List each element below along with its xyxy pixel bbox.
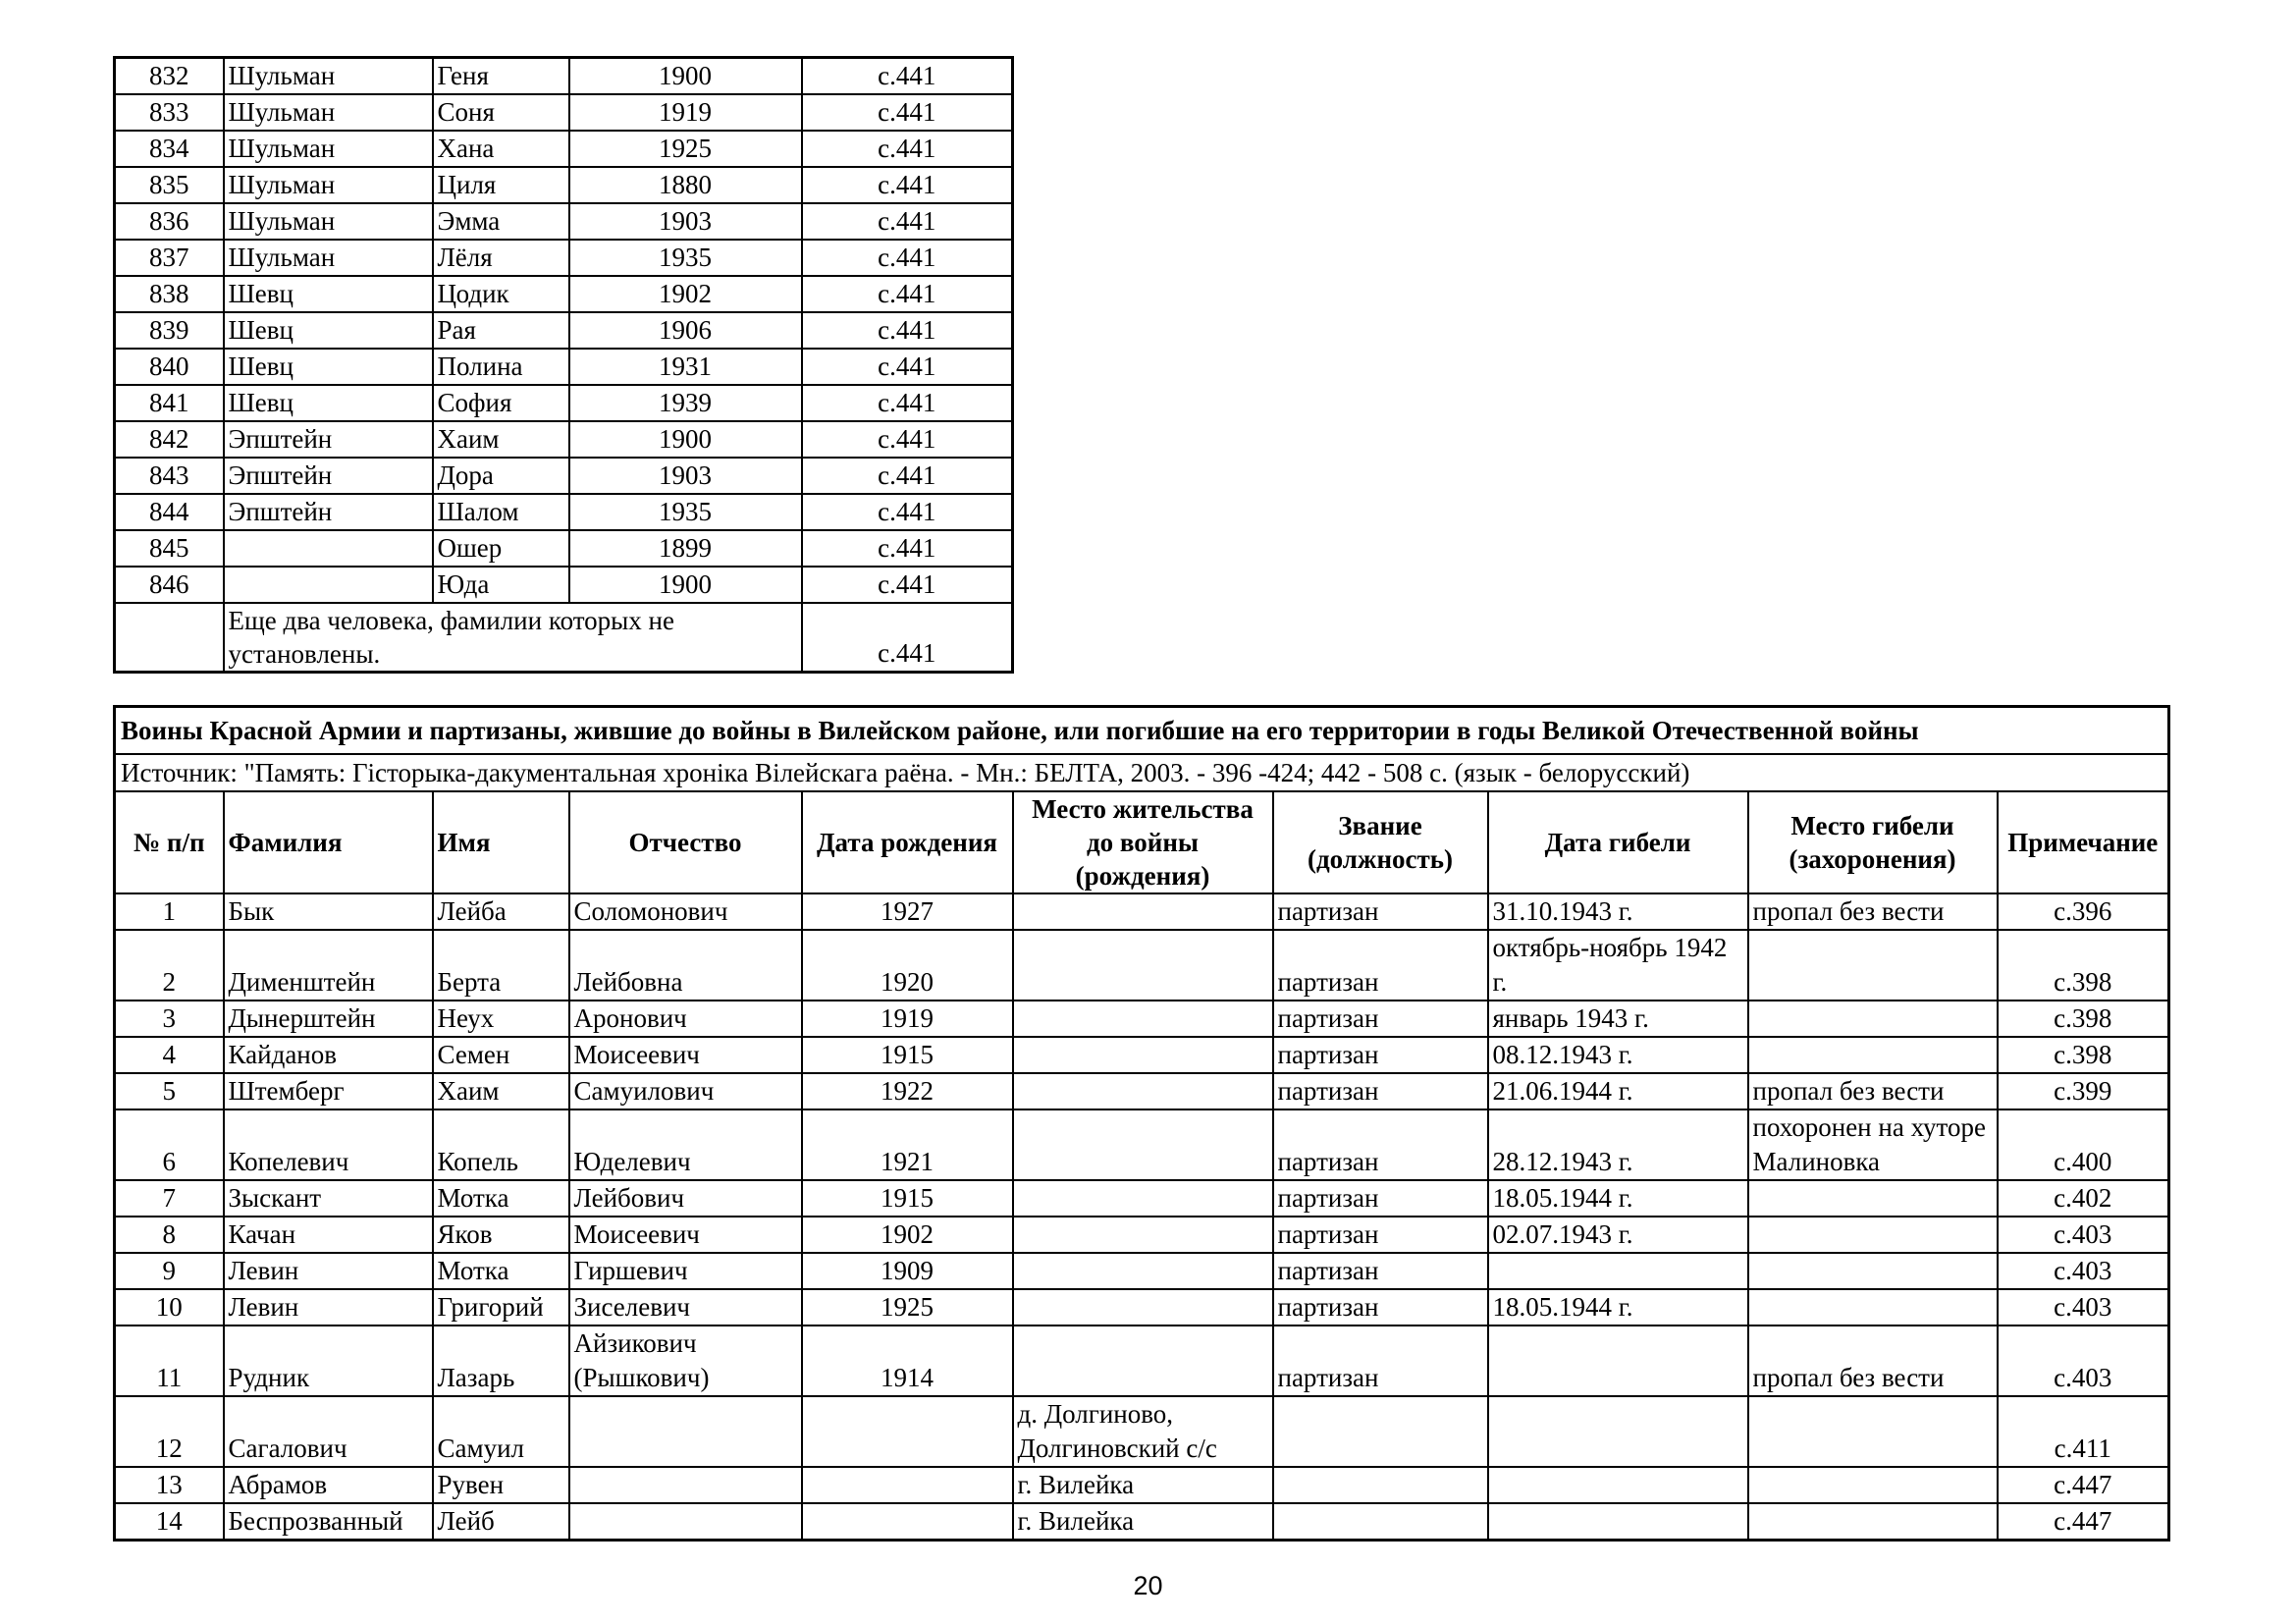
cell-page-ref: с.441 <box>802 240 1013 276</box>
table-row <box>115 1503 2169 1541</box>
cell-birth-year: 1935 <box>569 240 802 276</box>
cell-residence <box>1013 930 1273 1001</box>
table-row <box>115 1073 2169 1109</box>
cell-death-place <box>1748 1289 1998 1325</box>
cell-name: Цодик <box>433 276 569 312</box>
cell-surname: Шевц <box>224 349 433 385</box>
cell-death-date: 28.12.1943 г. <box>1488 1109 1748 1180</box>
table-row <box>115 421 1013 458</box>
cell-birth-date: 1925 <box>802 1289 1013 1325</box>
cell-birth-year: 1931 <box>569 349 802 385</box>
cell-patronymic: Соломонович <box>569 893 802 930</box>
table-row <box>115 494 1013 530</box>
cell-number: 12 <box>115 1396 224 1467</box>
table-row <box>115 1001 2169 1037</box>
cell-birth-year: 1906 <box>569 312 802 349</box>
cell-name: Геня <box>433 58 569 95</box>
table-row <box>115 312 1013 349</box>
cell-residence <box>1013 1253 1273 1289</box>
header-patronymic: Отчество <box>569 791 802 893</box>
cell-name: Копель <box>433 1109 569 1180</box>
cell-number: 844 <box>115 494 224 530</box>
cell-surname: Сагалович <box>224 1396 433 1467</box>
cell-death-place <box>1748 1180 1998 1217</box>
cell-note: с.411 <box>1998 1396 2169 1467</box>
cell-surname: Шульман <box>224 94 433 131</box>
cell-rank: партизан <box>1273 1109 1488 1180</box>
cell-name: Полина <box>433 349 569 385</box>
cell-surname: Эпштейн <box>224 421 433 458</box>
header-number: № п/п <box>115 791 224 893</box>
cell-page-ref: с.441 <box>802 385 1013 421</box>
cell-surname: Шевц <box>224 385 433 421</box>
cell-death-place: пропал без вести <box>1748 893 1998 930</box>
table-row <box>115 930 2169 1001</box>
cell-name: Мотка <box>433 1253 569 1289</box>
cell-patronymic: Гиршевич <box>569 1253 802 1289</box>
cell-name: Лейба <box>433 893 569 930</box>
cell-name: Рувен <box>433 1467 569 1503</box>
cell-birth-year: 1900 <box>569 58 802 95</box>
cell-patronymic: Лейбович <box>569 1180 802 1217</box>
cell-name: Хаим <box>433 421 569 458</box>
cell-death-date <box>1488 1396 1748 1467</box>
cell-page-ref: с.441 <box>802 458 1013 494</box>
cell-residence <box>1013 1037 1273 1073</box>
source-citation: Источник: "Память: Гісторыка-дакументальная хроніка Вілейскага раёна. - Мн.: БЕЛТА, 2003. - 396 -424; 442 - 508 с. (язык - белорусский) <box>115 754 2169 791</box>
cell-birth-year: 1902 <box>569 276 802 312</box>
cell-birth-date: 1909 <box>802 1253 1013 1289</box>
cell-death-place <box>1748 1253 1998 1289</box>
cell-surname: Качан <box>224 1217 433 1253</box>
cell-name: Лейб <box>433 1503 569 1541</box>
table-row <box>115 1396 2169 1467</box>
cell-death-place: пропал без вести <box>1748 1073 1998 1109</box>
header-surname: Фамилия <box>224 791 433 893</box>
cell-page-ref: с.441 <box>802 276 1013 312</box>
unidentified-note: Еще два человека, фамилии которых не установлены. <box>224 603 802 673</box>
cell-rank: партизан <box>1273 1289 1488 1325</box>
source-row <box>115 754 2169 791</box>
cell-note: с.403 <box>1998 1253 2169 1289</box>
cell-page-ref: с.441 <box>802 603 1013 673</box>
cell-page-ref: с.441 <box>802 167 1013 203</box>
cell-number: 837 <box>115 240 224 276</box>
cell-death-place: пропал без вести <box>1748 1325 1998 1396</box>
cell-patronymic: Зиселевич <box>569 1289 802 1325</box>
soldiers-partisans-body <box>115 893 2169 1541</box>
header-name: Имя <box>433 791 569 893</box>
cell-name: Хаим <box>433 1073 569 1109</box>
cell-birth-year: 1919 <box>569 94 802 131</box>
cell-number: 846 <box>115 567 224 603</box>
cell-death-place <box>1748 930 1998 1001</box>
cell-surname: Копелевич <box>224 1109 433 1180</box>
cell-residence <box>1013 893 1273 930</box>
cell-death-date: октябрь-ноябрь 1942 г. <box>1488 930 1748 1001</box>
cell-death-date: 18.05.1944 г. <box>1488 1180 1748 1217</box>
cell-number: 838 <box>115 276 224 312</box>
page-number: 20 <box>1133 1571 1163 1600</box>
cell-note: с.447 <box>1998 1467 2169 1503</box>
cell-patronymic: Моисеевич <box>569 1217 802 1253</box>
table-row <box>115 530 1013 567</box>
cell-page-ref: с.441 <box>802 349 1013 385</box>
cell-number: 832 <box>115 58 224 95</box>
cell-surname: Шульман <box>224 131 433 167</box>
cell-residence <box>1013 1073 1273 1109</box>
cell-surname: Шульман <box>224 58 433 95</box>
table-row <box>115 1467 2169 1503</box>
cell-birth-year: 1899 <box>569 530 802 567</box>
cell-residence <box>1013 1217 1273 1253</box>
cell-patronymic: Лейбовна <box>569 930 802 1001</box>
cell-birth-date <box>802 1503 1013 1541</box>
cell-surname: Шульман <box>224 203 433 240</box>
cell-page-ref: с.441 <box>802 494 1013 530</box>
cell-death-place <box>1748 1037 1998 1073</box>
cell-death-place <box>1748 1001 1998 1037</box>
cell-page-ref: с.441 <box>802 421 1013 458</box>
table-row <box>115 458 1013 494</box>
cell-note: с.403 <box>1998 1325 2169 1396</box>
cell-surname: Эпштейн <box>224 494 433 530</box>
cell-patronymic: Моисеевич <box>569 1037 802 1073</box>
cell-rank <box>1273 1503 1488 1541</box>
cell-death-place <box>1748 1503 1998 1541</box>
cell-surname: Левин <box>224 1289 433 1325</box>
cell-rank <box>1273 1396 1488 1467</box>
table-row <box>115 167 1013 203</box>
cell-death-place <box>1748 1467 1998 1503</box>
table-row <box>115 893 2169 930</box>
cell-death-date <box>1488 1503 1748 1541</box>
cell-number: 2 <box>115 930 224 1001</box>
header-rank: Звание (должность) <box>1273 791 1488 893</box>
cell-patronymic: Самуилович <box>569 1073 802 1109</box>
cell-birth-year: 1900 <box>569 567 802 603</box>
cell-surname: Дименштейн <box>224 930 433 1001</box>
cell-birth-year: 1925 <box>569 131 802 167</box>
table-row <box>115 1253 2169 1289</box>
cell-death-date <box>1488 1253 1748 1289</box>
cell-death-date: январь 1943 г. <box>1488 1001 1748 1037</box>
cell-residence <box>1013 1001 1273 1037</box>
note-row <box>115 603 1013 673</box>
cell-death-date <box>1488 1325 1748 1396</box>
cell-rank: партизан <box>1273 1325 1488 1396</box>
cell-name: Семен <box>433 1037 569 1073</box>
cell-patronymic <box>569 1396 802 1467</box>
cell-birth-year: 1903 <box>569 203 802 240</box>
cell-note: с.402 <box>1998 1180 2169 1217</box>
header-death-place: Место гибели (захоронения) <box>1748 791 1998 893</box>
cell-death-date: 08.12.1943 г. <box>1488 1037 1748 1073</box>
cell-surname <box>224 530 433 567</box>
cell-surname: Кайданов <box>224 1037 433 1073</box>
cell-name: Григорий <box>433 1289 569 1325</box>
cell-patronymic <box>569 1467 802 1503</box>
cell-number: 6 <box>115 1109 224 1180</box>
cell-surname <box>224 567 433 603</box>
header-residence: Место жительства до войны (рождения) <box>1013 791 1273 893</box>
cell-residence <box>1013 1180 1273 1217</box>
cell-number: 833 <box>115 94 224 131</box>
cell-name: Неух <box>433 1001 569 1037</box>
cell-name: Юда <box>433 567 569 603</box>
cell-death-date: 31.10.1943 г. <box>1488 893 1748 930</box>
cell-birth-date: 1922 <box>802 1073 1013 1109</box>
table-row <box>115 94 1013 131</box>
cell-page-ref: с.441 <box>802 312 1013 349</box>
cell-name: Хана <box>433 131 569 167</box>
cell-note: с.447 <box>1998 1503 2169 1541</box>
cell-page-ref: с.441 <box>802 530 1013 567</box>
cell-name: Лазарь <box>433 1325 569 1396</box>
cell-note: с.403 <box>1998 1289 2169 1325</box>
cell-surname: Бык <box>224 893 433 930</box>
cell-surname: Шульман <box>224 240 433 276</box>
cell-rank: партизан <box>1273 930 1488 1001</box>
header-note: Примечание <box>1998 791 2169 893</box>
cell-residence <box>1013 1289 1273 1325</box>
cell-rank: партизан <box>1273 1217 1488 1253</box>
cell-rank: партизан <box>1273 1001 1488 1037</box>
table-row <box>115 349 1013 385</box>
cell-death-date: 21.06.1944 г. <box>1488 1073 1748 1109</box>
cell-name: Берта <box>433 930 569 1001</box>
cell-residence: г. Вилейка <box>1013 1467 1273 1503</box>
cell-surname: Зыскант <box>224 1180 433 1217</box>
cell-surname: Эпштейн <box>224 458 433 494</box>
cell-birth-year: 1935 <box>569 494 802 530</box>
cell-death-date: 18.05.1944 г. <box>1488 1289 1748 1325</box>
cell-rank: партизан <box>1273 893 1488 930</box>
cell-residence: д. Долгиново, Долгиновский с/с <box>1013 1396 1273 1467</box>
cell-name: Самуил <box>433 1396 569 1467</box>
cell-note: с.403 <box>1998 1217 2169 1253</box>
cell-birth-year: 1939 <box>569 385 802 421</box>
cell-number: 13 <box>115 1467 224 1503</box>
cell-number: 843 <box>115 458 224 494</box>
cell-number: 14 <box>115 1503 224 1541</box>
cell-page-ref: с.441 <box>802 94 1013 131</box>
header-row <box>115 791 2169 893</box>
cell-birth-date: 1919 <box>802 1001 1013 1037</box>
table-row <box>115 240 1013 276</box>
cell-surname: Шульман <box>224 167 433 203</box>
table-row <box>115 385 1013 421</box>
cell-surname: Дынерштейн <box>224 1001 433 1037</box>
cell-number: 3 <box>115 1001 224 1037</box>
cell-birth-date: 1921 <box>802 1109 1013 1180</box>
cell-surname: Шевц <box>224 312 433 349</box>
cell-birth-date: 1914 <box>802 1325 1013 1396</box>
cell-birth-date: 1915 <box>802 1037 1013 1073</box>
cell-surname: Левин <box>224 1253 433 1289</box>
cell-patronymic <box>569 1503 802 1541</box>
cell-rank: партизан <box>1273 1253 1488 1289</box>
cell-birth-date: 1915 <box>802 1180 1013 1217</box>
cell-name: Рая <box>433 312 569 349</box>
cell-surname: Штемберг <box>224 1073 433 1109</box>
cell-number: 10 <box>115 1289 224 1325</box>
table-row <box>115 276 1013 312</box>
cell-surname: Абрамов <box>224 1467 433 1503</box>
cell-note: с.396 <box>1998 893 2169 930</box>
cell-birth-date: 1920 <box>802 930 1013 1001</box>
soldiers-partisans-table <box>113 705 2170 1542</box>
cell-rank: партизан <box>1273 1073 1488 1109</box>
table-row <box>115 1289 2169 1325</box>
cell-number <box>115 603 224 673</box>
cell-number: 834 <box>115 131 224 167</box>
cell-rank: партизан <box>1273 1180 1488 1217</box>
table-row <box>115 1325 2169 1396</box>
cell-note: с.398 <box>1998 930 2169 1001</box>
cell-number: 835 <box>115 167 224 203</box>
cell-birth-year: 1880 <box>569 167 802 203</box>
cell-number: 8 <box>115 1217 224 1253</box>
cell-rank <box>1273 1467 1488 1503</box>
cell-number: 9 <box>115 1253 224 1289</box>
table-row <box>115 1037 2169 1073</box>
cell-number: 842 <box>115 421 224 458</box>
cell-birth-date: 1902 <box>802 1217 1013 1253</box>
cell-name: Циля <box>433 167 569 203</box>
cell-patronymic: Айзикович (Рышкович) <box>569 1325 802 1396</box>
cell-death-place <box>1748 1217 1998 1253</box>
cell-patronymic: Юделевич <box>569 1109 802 1180</box>
table-row <box>115 203 1013 240</box>
cell-birth-date <box>802 1467 1013 1503</box>
title-row <box>115 707 2169 755</box>
cell-residence <box>1013 1109 1273 1180</box>
cell-number: 836 <box>115 203 224 240</box>
cell-death-date: 02.07.1943 г. <box>1488 1217 1748 1253</box>
cell-number: 841 <box>115 385 224 421</box>
cell-note: с.398 <box>1998 1001 2169 1037</box>
cell-number: 845 <box>115 530 224 567</box>
cell-note: с.399 <box>1998 1073 2169 1109</box>
cell-death-place: похоронен на хуторе Малиновка <box>1748 1109 1998 1180</box>
cell-patronymic: Аронович <box>569 1001 802 1037</box>
table-row <box>115 1180 2169 1217</box>
cell-number: 840 <box>115 349 224 385</box>
cell-note: с.400 <box>1998 1109 2169 1180</box>
table-row <box>115 58 1013 95</box>
cell-residence <box>1013 1325 1273 1396</box>
cell-name: Эмма <box>433 203 569 240</box>
cell-death-place <box>1748 1396 1998 1467</box>
table-row <box>115 1217 2169 1253</box>
cell-name: Соня <box>433 94 569 131</box>
cell-name: Ошер <box>433 530 569 567</box>
cell-name: Шалом <box>433 494 569 530</box>
cell-name: София <box>433 385 569 421</box>
cell-number: 1 <box>115 893 224 930</box>
cell-note: с.398 <box>1998 1037 2169 1073</box>
cell-birth-year: 1903 <box>569 458 802 494</box>
table-row <box>115 131 1013 167</box>
cell-number: 11 <box>115 1325 224 1396</box>
cell-name: Мотка <box>433 1180 569 1217</box>
victims-list-body <box>115 58 1013 673</box>
header-death-date: Дата гибели <box>1488 791 1748 893</box>
cell-name: Дора <box>433 458 569 494</box>
cell-page-ref: с.441 <box>802 567 1013 603</box>
cell-number: 5 <box>115 1073 224 1109</box>
cell-surname: Шевц <box>224 276 433 312</box>
table-title: Воины Красной Армии и партизаны, жившие до войны в Вилейском районе, или погибшие на его территории в годы Великой Отечественной войны <box>115 707 2169 755</box>
cell-surname: Рудник <box>224 1325 433 1396</box>
victims-list-table <box>113 56 1014 674</box>
cell-name: Лёля <box>433 240 569 276</box>
cell-page-ref: с.441 <box>802 58 1013 95</box>
header-birth-date: Дата рождения <box>802 791 1013 893</box>
cell-death-date <box>1488 1467 1748 1503</box>
cell-surname: Беспрозванный <box>224 1503 433 1541</box>
cell-birth-year: 1900 <box>569 421 802 458</box>
cell-number: 4 <box>115 1037 224 1073</box>
cell-rank: партизан <box>1273 1037 1488 1073</box>
cell-birth-date <box>802 1396 1013 1467</box>
cell-name: Яков <box>433 1217 569 1253</box>
table-row <box>115 567 1013 603</box>
table-row <box>115 1109 2169 1180</box>
cell-page-ref: с.441 <box>802 203 1013 240</box>
cell-number: 7 <box>115 1180 224 1217</box>
cell-residence: г. Вилейка <box>1013 1503 1273 1541</box>
cell-page-ref: с.441 <box>802 131 1013 167</box>
cell-birth-date: 1927 <box>802 893 1013 930</box>
cell-number: 839 <box>115 312 224 349</box>
